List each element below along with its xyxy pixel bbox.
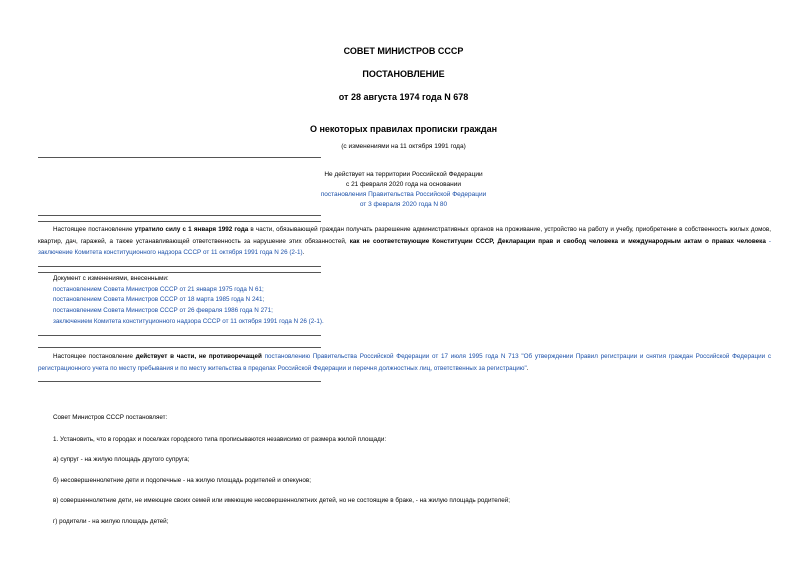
- changes-list: [53, 274, 324, 328]
- clause-1: 1. Установить, что в городах и поселках городского типа прописываются независимо от размера жилой площади:: [53, 436, 387, 443]
- divider: [38, 335, 321, 336]
- changes-heading: Документ с изменениями, внесенными:: [53, 275, 169, 282]
- divider: [38, 272, 321, 273]
- amended-note: (с изменениями на 11 октября 1991 года): [341, 143, 466, 150]
- repeal-note-text: Настоящее постановление: [53, 226, 135, 233]
- status-link-1[interactable]: постановления Правительства Российской Федерации: [320, 191, 487, 198]
- repeal-note-end: .: [302, 249, 305, 256]
- status-link-2[interactable]: от 3 февраля 2020 года N 80: [359, 201, 448, 208]
- status-line-1: Не действует на территории Российской Федерации: [324, 171, 483, 178]
- clause-1v: в) совершеннолетние дети, не имеющие своих семей или имеющие несовершеннолетних детей, но не состоящие в браке, - на жилую площадь родителей;: [53, 497, 511, 504]
- list-item[interactable]: постановлением Совета Министров СССР от 18 марта 1985 года N 241;: [53, 296, 265, 304]
- clause-1b: б) несовершеннолетние дети и подопечные - на жилую площадь родителей и опекунов;: [53, 477, 311, 484]
- validity-note: [38, 351, 771, 374]
- repeal-note-bold: утратило силу с 1 января 1992 года: [134, 226, 249, 233]
- divider: [38, 347, 321, 348]
- resolution-intro: Совет Министров СССР постановляет:: [53, 414, 168, 421]
- list-item[interactable]: постановлением Совета Министров СССР от 21 января 1975 года N 61;: [53, 285, 264, 293]
- divider: [38, 266, 321, 267]
- repeal-note: [38, 224, 771, 259]
- status-line-2: с 21 февраля 2020 года на основании: [346, 181, 461, 188]
- clause-1a: а) супруг - на жилую площадь другого супруга;: [53, 456, 190, 463]
- date-number-heading: от 28 августа 1974 года N 678: [338, 92, 469, 102]
- repeal-note-bold: как не соответствующие Конституции СССР, Декларации прав и свобод человека и международным актам о правах человека: [349, 237, 766, 245]
- divider: [38, 221, 321, 222]
- clause-1g: г) родители - на жилую площадь детей;: [53, 518, 169, 525]
- repeal-note-text: в части, обязывающей граждан получать разрешение административных органов на проживание, устройство на работу и учебу, приобретение в собственность жилых домов, квартир, дач, гаражей, а также устанавливающей ответственность за нарушение этих обязанностей,: [38, 226, 772, 245]
- validity-note-bold: действует в части, не противоречащей: [135, 353, 262, 360]
- validity-note-link[interactable]: постановлению Правительства Российской Федерации от 17 июля 1995 года N 713 "Об утверждении Правил регистрации и снятия граждан Российской Федерации с регистрационного учета по месту пребывания и по месту жительства в пределах Российской Федерации и перечня должностных лиц, ответственных за регистрацию": [38, 353, 771, 372]
- divider: [38, 215, 321, 216]
- list-item[interactable]: постановлением Совета Министров СССР от 26 февраля 1986 года N 271;: [53, 307, 273, 315]
- repeal-note-link[interactable]: - заключение Комитета конституционного надзора СССР от 11 октября 1991 года N 26 (2-1): [38, 237, 772, 256]
- validity-note-end: .: [526, 364, 529, 372]
- page-title: О некоторых правилах прописки граждан: [309, 124, 498, 134]
- validity-note-text: Настоящее постановление: [53, 353, 136, 360]
- list-item[interactable]: заключением Комитета конституционного надзора СССР от 11 октября 1991 года N 26 (2-1).: [53, 317, 324, 325]
- organ-heading: СОВЕТ МИНИСТРОВ СССР: [343, 46, 464, 56]
- divider: [38, 157, 321, 158]
- doc-type-heading: ПОСТАНОВЛЕНИЕ: [362, 69, 445, 79]
- divider: [38, 381, 321, 382]
